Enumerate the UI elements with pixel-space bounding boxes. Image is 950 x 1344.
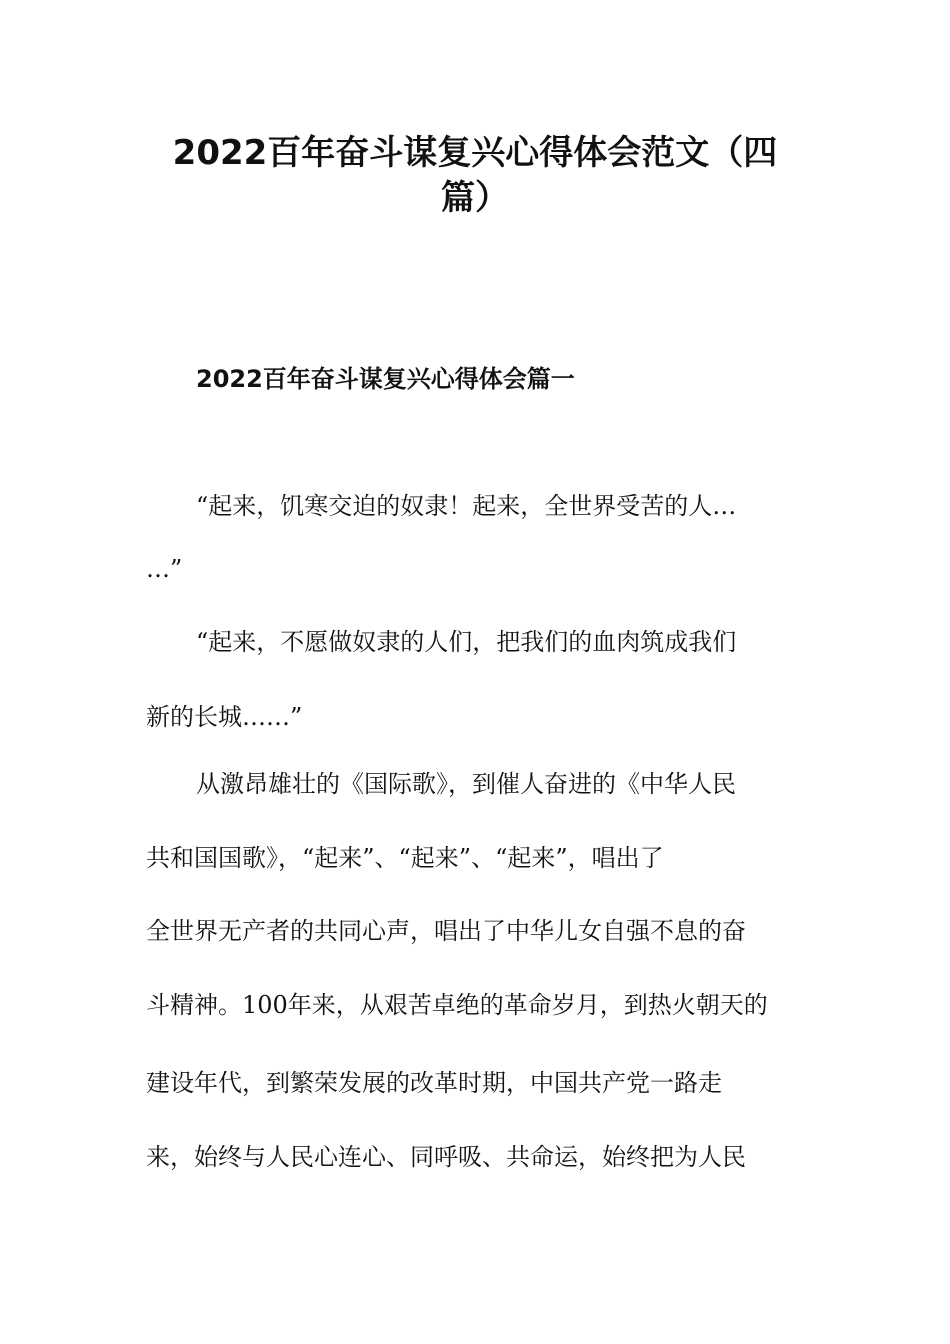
body-line-4: 新的长城……” [146,703,303,731]
body-line-1: “起来，饥寒交迫的奴隶！起来，全世界受苦的人… [196,492,737,520]
body-line-9: 建设年代，到繁荣发展的改革时期，中国共产党一路走 [146,1069,722,1097]
body-line-5: 从激昂雄壮的《国际歌》，到催人奋进的《中华人民 [196,770,736,798]
body-line-8: 斗精神。100年来，从艰苦卓绝的革命岁月，到热火朝天的 [146,991,768,1019]
document-title-line-2: 篇） [441,178,509,218]
body-line-10: 来，始终与人民心连心、同呼吸、共命运，始终把为人民 [146,1143,746,1171]
section-heading: 2022百年奋斗谋复兴心得体会篇一 [196,365,575,393]
body-line-3: “起来，不愿做奴隶的人们，把我们的血肉筑成我们 [196,628,737,656]
body-line-7: 全世界无产者的共同心声，唱出了中华儿女自强不息的奋 [146,917,746,945]
body-line-2: …” [146,555,183,583]
body-line-6: 共和国国歌》，“起来”、“起来”、“起来”，唱出了 [146,844,664,872]
document-title-line-1: 2022百年奋斗谋复兴心得体会范文（四 [172,133,778,173]
